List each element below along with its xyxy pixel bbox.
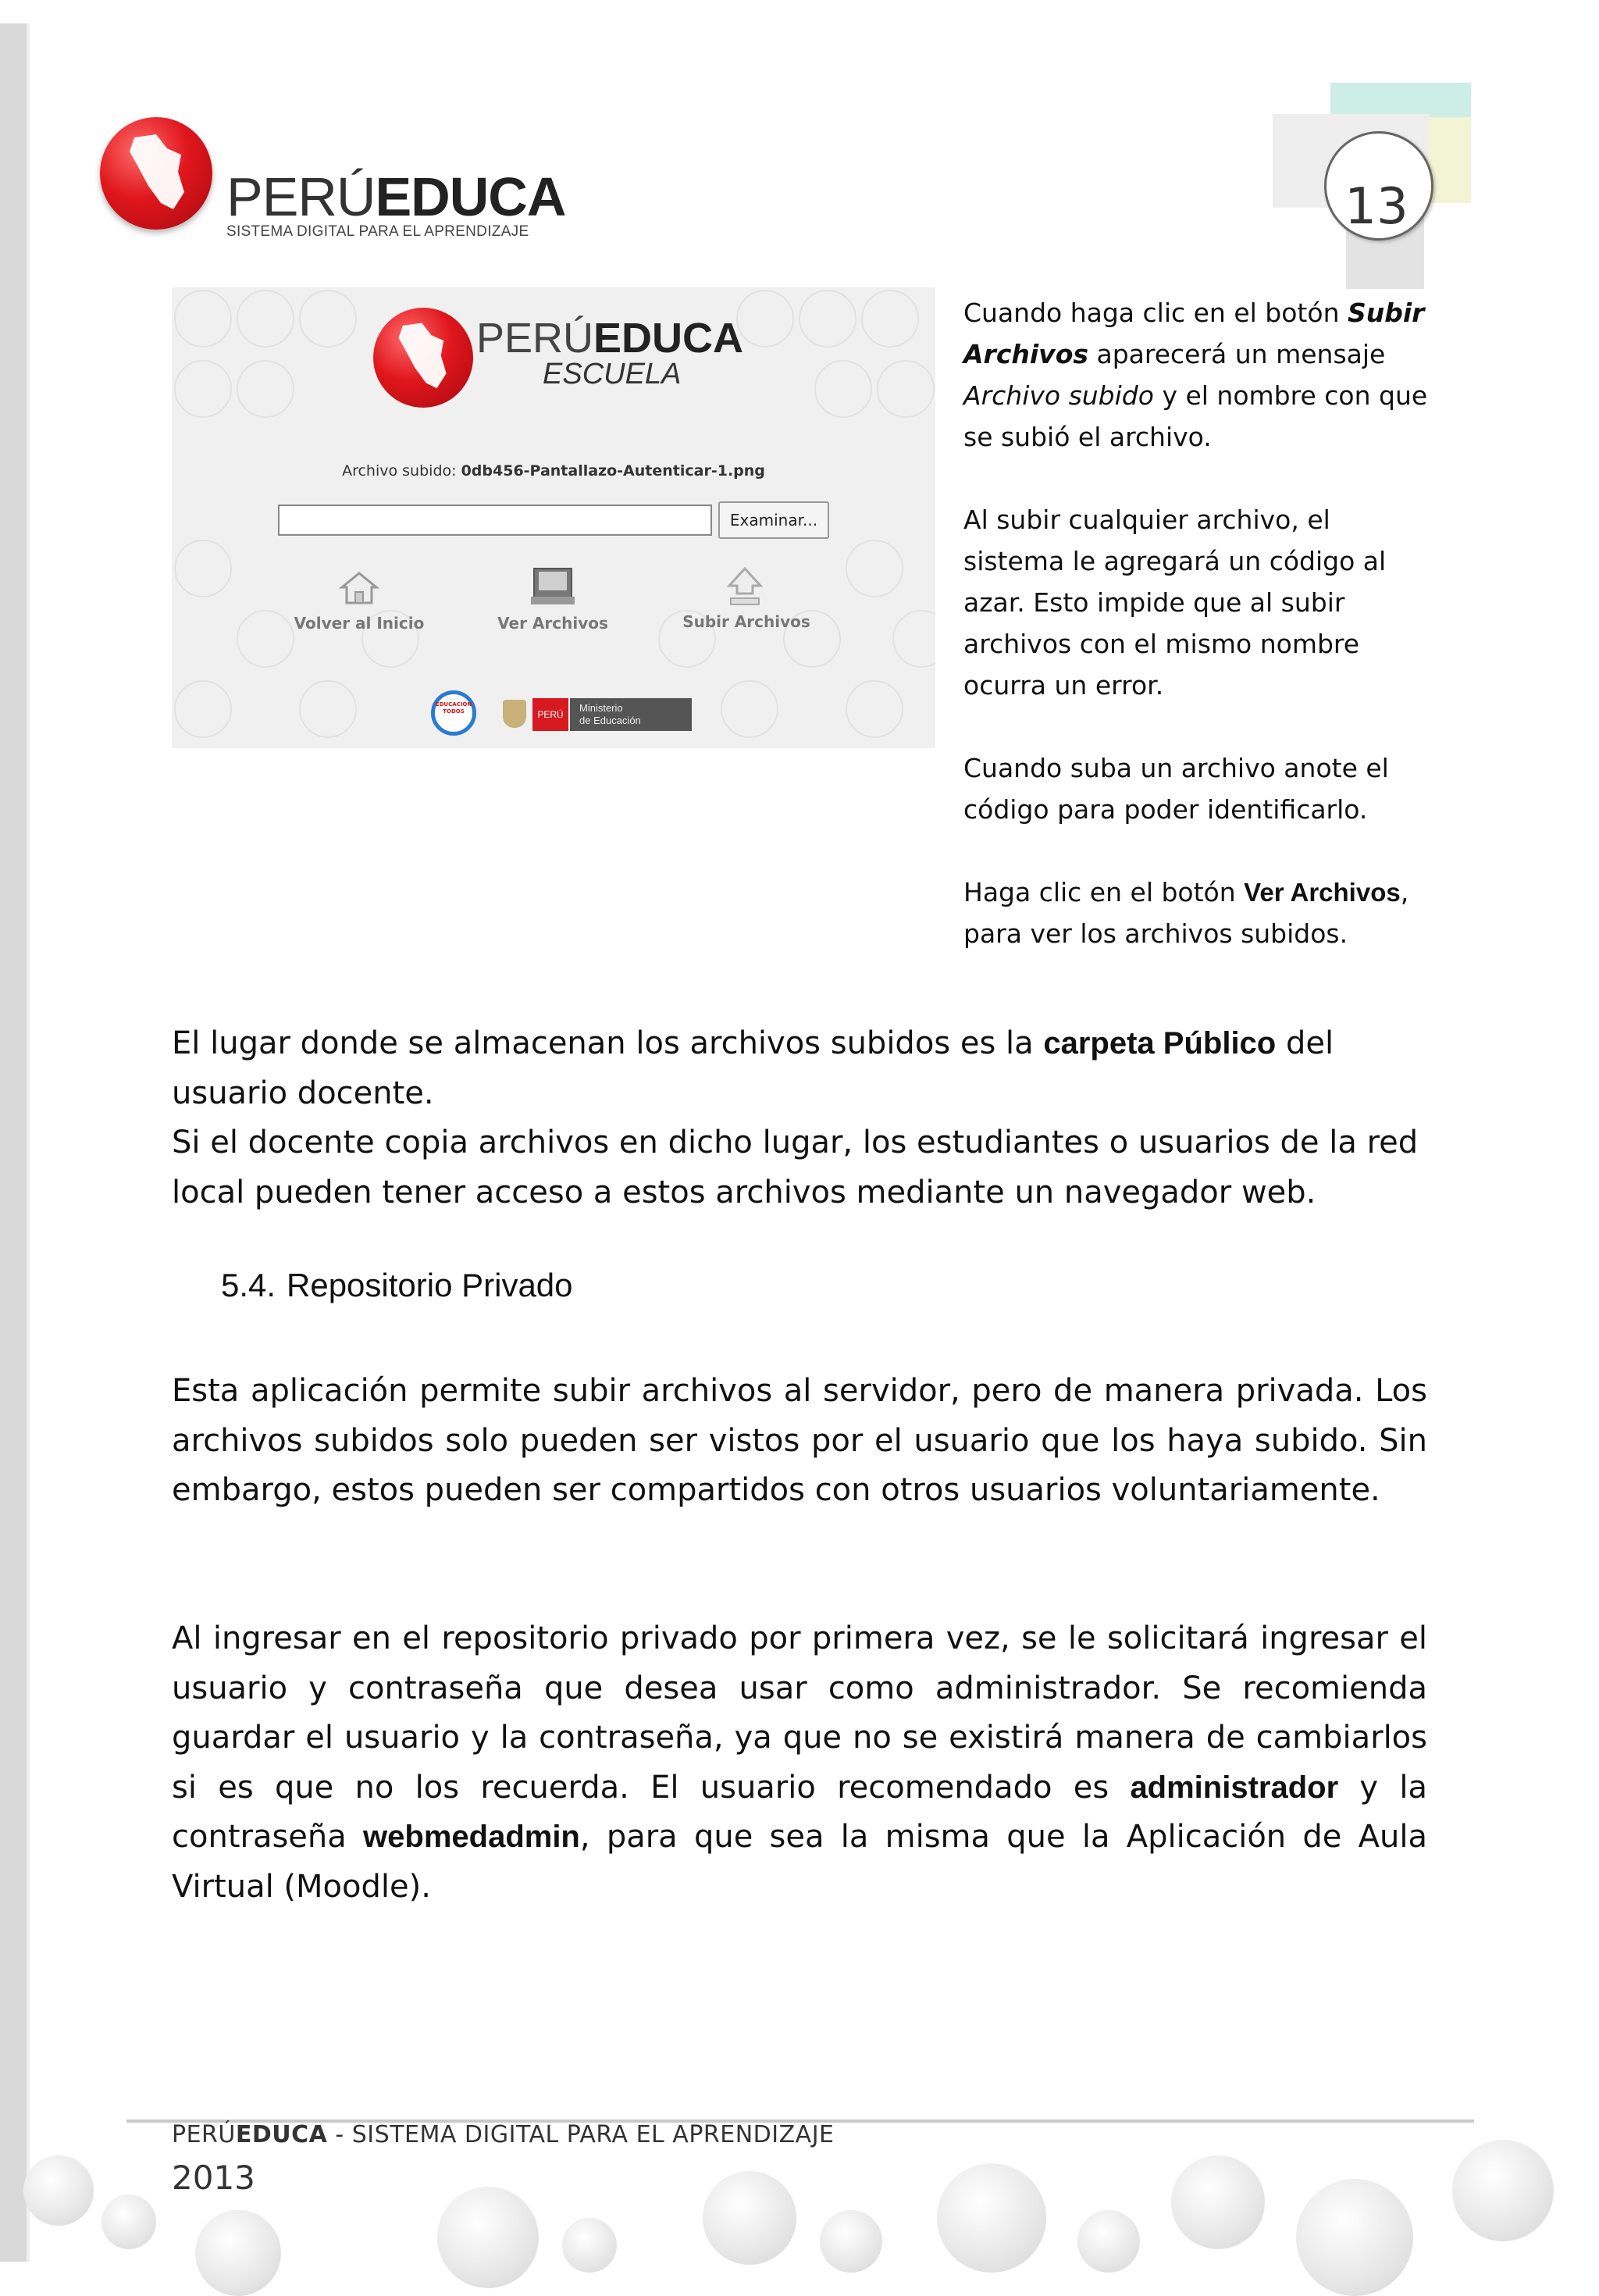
browse-button[interactable]: Examinar... [718, 501, 829, 539]
folder-icon[interactable] [529, 564, 576, 608]
footer-bubble [937, 2163, 1046, 2273]
body-paragraph-public-folder: El lugar donde se almacenan los archivos subidos es la carpeta Público del usuario docente. [172, 1025, 1334, 1111]
footer-bubble [1077, 2210, 1140, 2273]
upload-files-button[interactable]: Subir Archivos [682, 612, 810, 631]
footer-bubble [101, 2194, 156, 2249]
file-path-input[interactable] [278, 504, 712, 536]
home-icon[interactable] [337, 569, 381, 608]
footer-year: 2013 [172, 2159, 255, 2197]
page-number: 13 [1344, 178, 1408, 236]
panel-brand: PERÚEDUCA [476, 315, 744, 362]
footer-bubble [195, 2210, 281, 2296]
footer-bubble [1171, 2155, 1265, 2249]
page-left-border-light [27, 23, 30, 2262]
peru-label: PERÚ [532, 698, 568, 731]
right-paragraph-2: Al subir cualquier archivo, el sistema le agregará un código al azar. Esto impide que al subir archivos con el mismo nombre ocurra un error. [963, 504, 1387, 701]
right-paragraph-4: Haga clic en el botón Ver Archivos, para ver los archivos subidos. [963, 877, 1409, 949]
upload-icon[interactable] [723, 565, 767, 608]
right-paragraph-3: Cuando suba un archivo anote el código para poder identificarlo. [963, 753, 1389, 825]
uploaded-file-message: Archivo subido: 0db456-Pantallazo-Autenticar-1.png [342, 462, 765, 480]
footer-bubble [562, 2218, 617, 2273]
footer-bubble [820, 2210, 882, 2273]
ministry-label: Ministerio de Educación [570, 698, 692, 731]
header-logo-subtitle: SISTEMA DIGITAL PARA EL APRENDIZAJE [226, 223, 529, 240]
footer-bubble [23, 2155, 94, 2226]
panel-escuela: ESCUELA [543, 358, 682, 390]
footer-bubble [1452, 2140, 1554, 2241]
education-seal-text: EDUCACIÓN TODOS [435, 701, 472, 715]
section-heading: 5.4. Repositorio Privado [221, 1267, 573, 1303]
footer-bubble [1296, 2179, 1413, 2296]
page-left-border [0, 23, 27, 2262]
footer-bubble [437, 2187, 539, 2288]
footer-bubble [703, 2171, 796, 2265]
header-logo-brand: PERÚEDUCA [226, 166, 566, 227]
screenshot-upload-confirmation [172, 287, 935, 748]
body-paragraph-network-access: Si el docente copia archivos en dicho lugar, los estudiantes o usuarios de la red local pueden tener acceso a estos archivos mediante un navegador web. [172, 1125, 1419, 1210]
right-column-text [963, 292, 1432, 954]
right-paragraph-1: Cuando haga clic en el botón Subir Archivos aparecerá un mensaje Archivo subido y el nombre con que se subió el archivo. [963, 298, 1428, 452]
panel-peru-map-icon [395, 320, 451, 395]
body-paragraph-private-repo: Esta aplicación permite subir archivos al servidor, pero de manera privada. Los archivos subidos solo pueden ser vistos por el usuario que los haya subido. Sin embargo, estos pueden ser compartidos con otros usuarios voluntariamente. [172, 1373, 1427, 1508]
back-to-home-button[interactable]: Volver al Inicio [294, 614, 425, 633]
peru-map-icon [126, 131, 189, 217]
view-files-button[interactable]: Ver Archivos [497, 614, 608, 633]
body-paragraph-admin-credentials: Al ingresar en el repositorio privado por primera vez, se le solicitará ingresar el usuario y contraseña que desea usar como administrador. Se recomienda guardar el usuario y la contraseña, ya que no se existirá manera de cambiarlos si es que no los recuerda. El usuario recomendado es administrador y la contraseña webmedadmin, para que sea la misma que la Aplicación de Aula Virtual (Moodle). [172, 1620, 1428, 1905]
footer-organization: PERÚEDUCA - SISTEMA DIGITAL PARA EL APRENDIZAJE [172, 2121, 835, 2148]
national-shield-icon [503, 700, 526, 728]
